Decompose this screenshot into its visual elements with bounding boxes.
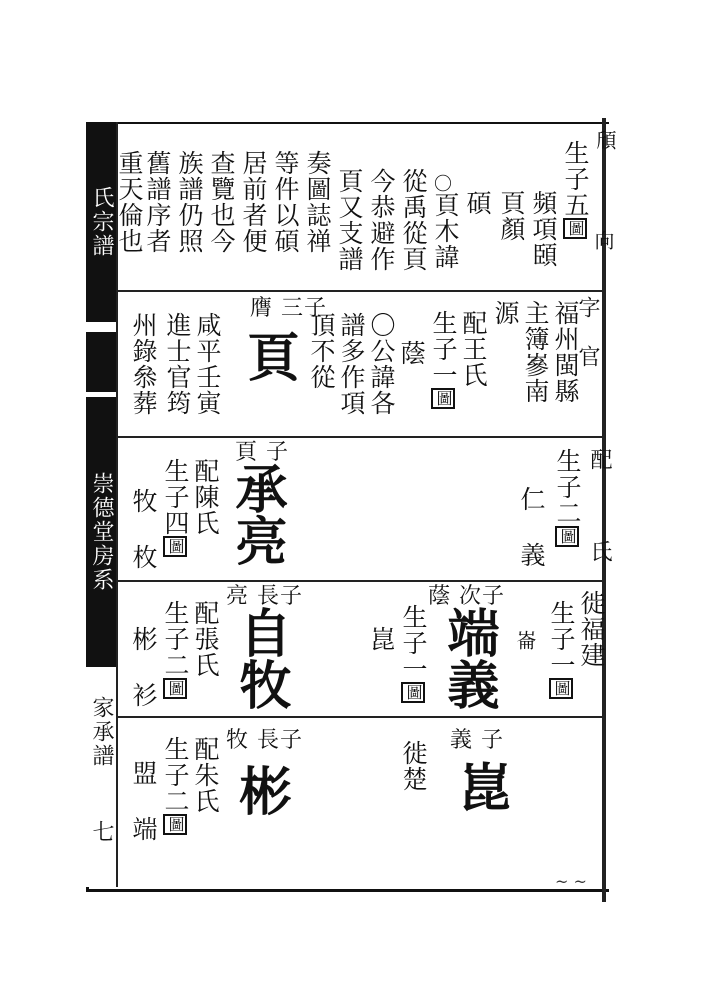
- spine-title: 氏宗譜: [86, 122, 116, 322]
- r2-col-2: 氏: [587, 540, 612, 563]
- spine-page-number: 七: [86, 802, 116, 862]
- top-col-9: 奏圖誌禅: [303, 150, 332, 254]
- r1-col-6: 生子一圖: [429, 310, 458, 407]
- box-mark: 圖: [563, 218, 587, 239]
- row-divider-3: [118, 580, 604, 582]
- r3-col-1: 徙福建: [577, 590, 606, 668]
- r2-col-4: 仁 義: [517, 486, 546, 568]
- r1-col-10: 頂不從: [307, 312, 336, 390]
- top-col-4: 碩: [463, 190, 492, 216]
- r4-head-a: 義 子: [450, 728, 504, 753]
- top-col-8: 頁又支譜: [335, 168, 364, 272]
- box-mark: 圖: [401, 682, 425, 703]
- r4-col-1: 徙楚: [399, 740, 428, 792]
- row-divider-1: [118, 290, 604, 292]
- r2-col-6: 生子四圖: [161, 458, 190, 555]
- top-col-2: 頻項頣: [529, 190, 558, 268]
- box-mark: 圖: [549, 678, 573, 699]
- r3-head-b: 亮 長子: [226, 584, 303, 609]
- r4-name-a: 崑: [450, 760, 511, 812]
- r3-col-3: 崙: [513, 630, 537, 651]
- r4-col-4: 盟 端: [129, 760, 158, 842]
- box-mark: 圖: [163, 678, 187, 699]
- box-mark: 圖: [555, 526, 579, 547]
- r1-col-5: 配王氏: [459, 310, 488, 388]
- top-col-3: 頁顏: [497, 190, 526, 242]
- spine-hall: 家承譜: [86, 677, 116, 787]
- r2-col-7: 牧 枚: [129, 488, 158, 570]
- r2-name: 承亮: [226, 462, 287, 566]
- top-col-11: 居前者便: [239, 150, 268, 254]
- spine-divider-mark: [86, 332, 116, 392]
- box-mark: 圖: [163, 536, 187, 557]
- r4-col-3: 生子二圖: [161, 736, 190, 833]
- r1-col-13: 州錄叅葬: [129, 312, 158, 416]
- row-divider-4: [118, 716, 604, 718]
- top-col-13: 族譜仍照: [175, 150, 204, 254]
- top-col-14: 舊譜序者: [143, 150, 172, 254]
- r2-col-1: 配: [587, 448, 612, 471]
- top-corner-2: 向: [591, 230, 615, 251]
- top-col-6: 從禹從頁: [399, 168, 428, 272]
- r1-col-4: 源: [491, 300, 520, 326]
- r1-name: 頁: [238, 330, 299, 382]
- box-mark: 圖: [431, 388, 455, 409]
- stray-marks: ~ ~: [555, 872, 587, 891]
- top-corner: 頎: [593, 130, 617, 151]
- r1-col-12: 進士官筠: [163, 312, 192, 416]
- r3-col-6: 配張氏: [191, 600, 220, 678]
- row-divider-2: [118, 436, 604, 438]
- r3-name-a: 端義: [438, 606, 499, 710]
- top-col-1: 生子五圖: [561, 140, 590, 237]
- r1-col-9: 譜多作項: [337, 312, 366, 416]
- r3-col-5: 崑: [367, 626, 396, 652]
- r4-head-b: 牧 長子: [226, 728, 303, 753]
- r3-col-2: 生子一圖: [547, 600, 576, 697]
- r3-name-b: 自牧: [230, 606, 291, 710]
- r3-head-a: 蔭 次子: [428, 584, 505, 609]
- r1-col-7: 蔭: [397, 340, 426, 366]
- r2-col-5: 配陳氏: [191, 458, 220, 536]
- top-col-10: 等件以碩: [271, 150, 300, 254]
- r1-col-11: 咸平壬寅: [193, 312, 222, 416]
- r4-col-2: 配朱氏: [191, 736, 220, 814]
- r1-col-1: 字 官: [575, 296, 600, 368]
- r1-col-3: 主簿嵾南: [521, 300, 550, 404]
- r1-head: 膺 三子: [250, 296, 327, 321]
- top-col-12: 查覽也今: [207, 150, 236, 254]
- top-col-15: 重天倫也: [115, 150, 144, 254]
- r4-name-b: 彬: [230, 764, 291, 816]
- top-col-5: 頁木諱: [431, 192, 460, 270]
- spine-branch: 崇德堂房系: [86, 397, 116, 667]
- r3-col-8: 彬 衫: [129, 626, 158, 708]
- r1-col-2: 福州閩縣: [551, 300, 580, 404]
- circle-mark: 〇: [434, 174, 452, 195]
- r2-head: 頁 子: [235, 440, 289, 465]
- r2-col-3: 生子二圖: [553, 448, 582, 545]
- box-mark: 圖: [163, 814, 187, 835]
- top-col-7: 今恭避作: [367, 168, 396, 272]
- r1-col-8: 〇公諱各: [367, 312, 396, 416]
- r3-col-7: 生子二圖: [161, 600, 190, 697]
- r3-col-4: 生子一圖: [399, 604, 428, 701]
